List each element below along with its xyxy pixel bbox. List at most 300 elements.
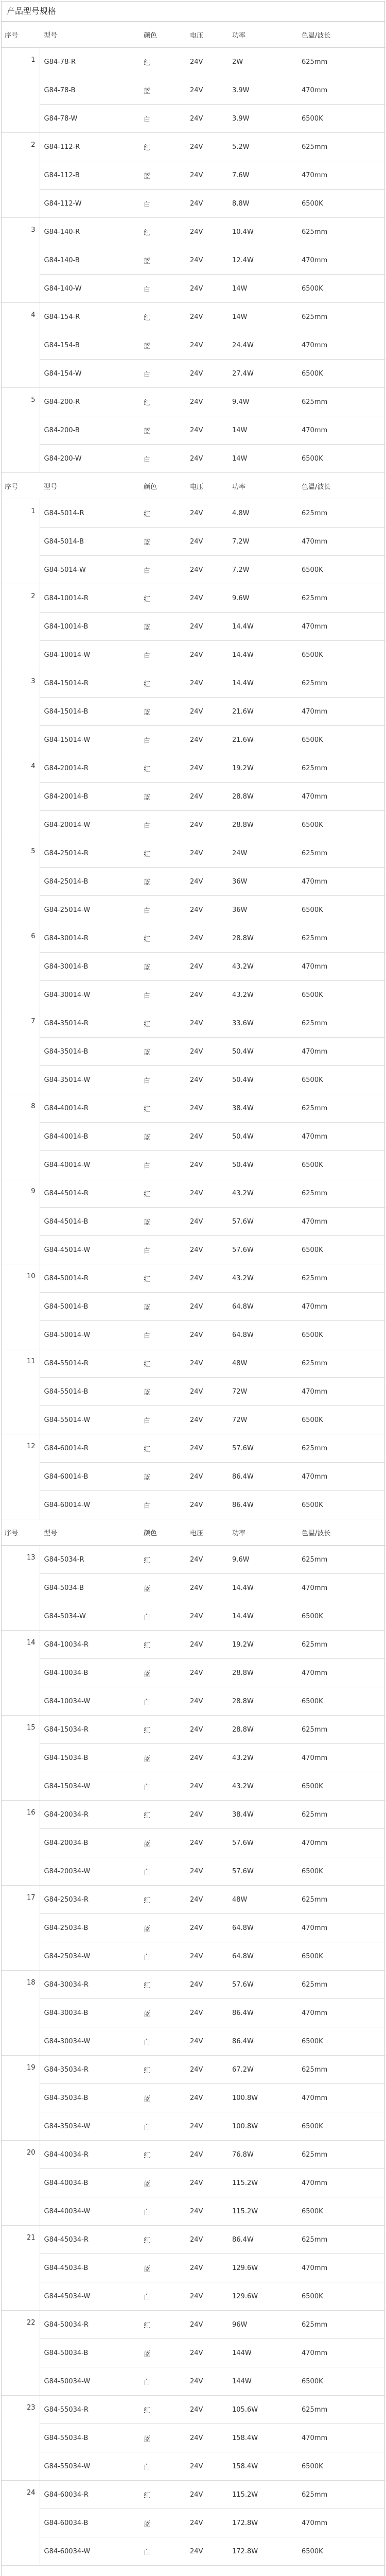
wavelength-cell: 6500K [297, 2367, 385, 2396]
power-cell: 43.2W [228, 1264, 297, 1293]
table-row [2, 2481, 385, 2509]
voltage-cell: 24V [186, 1151, 228, 1179]
table-row [2, 641, 385, 669]
color-cell: 白 [139, 105, 186, 133]
color-cell: 白 [139, 1066, 186, 1094]
model-cell: G84-35014-B [40, 1038, 139, 1066]
voltage-cell: 24V [186, 1321, 228, 1349]
color-cell: 红 [139, 924, 186, 953]
wavelength-cell: 6500K [297, 726, 385, 754]
index-cell: 16 [2, 1801, 40, 1886]
model-cell: G84-50014-R [40, 1264, 139, 1293]
model-cell: G84-30014-B [40, 953, 139, 981]
model-cell: G84-45034-B [40, 2254, 139, 2282]
voltage-cell: 24V [186, 669, 228, 698]
table-row [2, 1744, 385, 1772]
header-power: 功率 [228, 1519, 297, 1546]
color-cell: 白 [139, 1151, 186, 1179]
index-cell: 23 [2, 2396, 40, 2481]
color-cell: 红 [139, 48, 186, 76]
wavelength-cell: 625mm [297, 1009, 385, 1038]
wavelength-cell: 470mm [297, 1378, 385, 1406]
table-row [2, 1434, 385, 1463]
table-row [2, 2197, 385, 2226]
table-row [2, 246, 385, 275]
model-cell: G84-20014-W [40, 811, 139, 839]
model-cell: G84-35034-R [40, 2056, 139, 2084]
power-cell: 57.6W [228, 1208, 297, 1236]
color-cell: 蓝 [139, 613, 186, 641]
power-cell: 158.4W [228, 2452, 297, 2481]
model-cell: G84-50034-W [40, 2367, 139, 2396]
index-cell: 5 [2, 839, 40, 924]
color-cell: 蓝 [139, 2509, 186, 2537]
color-cell: 白 [139, 981, 186, 1009]
power-cell: 14.4W [228, 1602, 297, 1631]
table-row [2, 1716, 385, 1744]
model-cell: G84-15014-W [40, 726, 139, 754]
table-row [2, 1293, 385, 1321]
table-row [2, 1574, 385, 1602]
voltage-cell: 24V [186, 48, 228, 76]
index-cell: 19 [2, 2056, 40, 2141]
color-cell: 白 [139, 190, 186, 218]
table-row [2, 896, 385, 924]
table-row [2, 839, 385, 868]
table-row [2, 1687, 385, 1716]
table-row [2, 218, 385, 246]
voltage-cell: 24V [186, 2537, 228, 2566]
model-cell: G84-60014-W [40, 1491, 139, 1519]
table-row [2, 303, 385, 331]
power-cell: 28.8W [228, 1659, 297, 1687]
voltage-cell: 24V [186, 584, 228, 613]
table-row [2, 1999, 385, 2027]
index-cell: 12 [2, 1434, 40, 1519]
color-cell: 白 [139, 2027, 186, 2056]
model-cell: G84-25014-R [40, 839, 139, 868]
header-wavelength: 色温/波长 [297, 473, 385, 499]
power-cell: 57.6W [228, 1236, 297, 1264]
model-cell: G84-10014-W [40, 641, 139, 669]
color-cell: 蓝 [139, 2084, 186, 2112]
voltage-cell: 24V [186, 868, 228, 896]
power-cell: 72W [228, 1406, 297, 1434]
wavelength-cell: 625mm [297, 2226, 385, 2254]
voltage-cell: 24V [186, 1914, 228, 1942]
color-cell: 红 [139, 1264, 186, 1293]
wavelength-cell: 625mm [297, 1349, 385, 1378]
voltage-cell: 24V [186, 1236, 228, 1264]
table-row [2, 48, 385, 76]
power-cell: 33.6W [228, 1009, 297, 1038]
color-cell: 红 [139, 1801, 186, 1829]
index-cell: 1 [2, 48, 40, 133]
wavelength-cell: 470mm [297, 1914, 385, 1942]
table-row [2, 1602, 385, 1631]
wavelength-cell: 470mm [297, 246, 385, 275]
model-cell: G84-40014-B [40, 1123, 139, 1151]
voltage-cell: 24V [186, 754, 228, 783]
index-cell: 8 [2, 1094, 40, 1179]
voltage-cell: 24V [186, 1687, 228, 1716]
table-row [2, 2311, 385, 2339]
voltage-cell: 24V [186, 1772, 228, 1801]
model-cell: G84-55014-W [40, 1406, 139, 1434]
color-cell: 红 [139, 218, 186, 246]
wavelength-cell: 6500K [297, 1772, 385, 1801]
wavelength-cell: 625mm [297, 1716, 385, 1744]
model-cell: G84-40034-W [40, 2197, 139, 2226]
wavelength-cell: 6500K [297, 2027, 385, 2056]
wavelength-cell: 625mm [297, 218, 385, 246]
voltage-cell: 24V [186, 2084, 228, 2112]
table-row [2, 754, 385, 783]
wavelength-cell: 625mm [297, 1546, 385, 1574]
table-row [2, 1264, 385, 1293]
power-cell: 57.6W [228, 1829, 297, 1857]
power-cell: 14W [228, 445, 297, 473]
voltage-cell: 24V [186, 2169, 228, 2197]
model-cell: G84-30034-B [40, 1999, 139, 2027]
power-cell: 57.6W [228, 1434, 297, 1463]
index-cell: 9 [2, 1179, 40, 1264]
wavelength-cell: 6500K [297, 360, 385, 388]
wavelength-cell: 625mm [297, 303, 385, 331]
voltage-cell: 24V [186, 76, 228, 105]
index-cell: 2 [2, 584, 40, 669]
power-cell: 8.8W [228, 190, 297, 218]
model-cell: G84-20034-W [40, 1857, 139, 1886]
power-cell: 3.9W [228, 105, 297, 133]
color-cell: 白 [139, 1687, 186, 1716]
wavelength-cell: 625mm [297, 584, 385, 613]
power-cell: 24.4W [228, 331, 297, 360]
voltage-cell: 24V [186, 2311, 228, 2339]
table-row [2, 2112, 385, 2141]
table-row [2, 1038, 385, 1066]
header-power: 功率 [228, 473, 297, 499]
color-cell: 白 [139, 2112, 186, 2141]
power-cell: 67.2W [228, 2056, 297, 2084]
voltage-cell: 24V [186, 2112, 228, 2141]
wavelength-cell: 470mm [297, 331, 385, 360]
model-cell: G84-10034-W [40, 1687, 139, 1716]
wavelength-cell: 6500K [297, 190, 385, 218]
index-cell: 21 [2, 2226, 40, 2311]
wavelength-cell: 625mm [297, 1179, 385, 1208]
color-cell: 蓝 [139, 1999, 186, 2027]
model-cell: G84-15034-W [40, 1772, 139, 1801]
table-row [2, 1123, 385, 1151]
power-cell: 43.2W [228, 1179, 297, 1208]
table-row [2, 1236, 385, 1264]
power-cell: 144W [228, 2367, 297, 2396]
color-cell: 白 [139, 556, 186, 584]
voltage-cell: 24V [186, 1463, 228, 1491]
voltage-cell: 24V [186, 2027, 228, 2056]
model-cell: G84-140-B [40, 246, 139, 275]
header-wavelength: 色温/波长 [297, 1519, 385, 1546]
power-cell: 28.8W [228, 811, 297, 839]
voltage-cell: 24V [186, 1491, 228, 1519]
wavelength-cell: 625mm [297, 1094, 385, 1123]
wavelength-cell: 6500K [297, 811, 385, 839]
power-cell: 4.8W [228, 499, 297, 528]
power-cell: 86.4W [228, 1491, 297, 1519]
color-cell: 红 [139, 2481, 186, 2509]
table-row [2, 868, 385, 896]
power-cell: 50.4W [228, 1123, 297, 1151]
table-row [2, 1857, 385, 1886]
spec-table-body [2, 22, 385, 2566]
table-row [2, 528, 385, 556]
power-cell: 36W [228, 896, 297, 924]
index-cell: 18 [2, 1971, 40, 2056]
power-cell: 96W [228, 2311, 297, 2339]
voltage-cell: 24V [186, 2254, 228, 2282]
model-cell: G84-10014-R [40, 584, 139, 613]
wavelength-cell: 625mm [297, 669, 385, 698]
color-cell: 蓝 [139, 528, 186, 556]
color-cell: 白 [139, 2197, 186, 2226]
wavelength-cell: 6500K [297, 1602, 385, 1631]
color-cell: 红 [139, 669, 186, 698]
color-cell: 蓝 [139, 1293, 186, 1321]
color-cell: 蓝 [139, 1829, 186, 1857]
table-row [2, 1914, 385, 1942]
model-cell: G84-5034-R [40, 1546, 139, 1574]
wavelength-cell: 470mm [297, 2254, 385, 2282]
voltage-cell: 24V [186, 2481, 228, 2509]
wavelength-cell: 6500K [297, 1406, 385, 1434]
wavelength-cell: 470mm [297, 161, 385, 190]
voltage-cell: 24V [186, 2141, 228, 2169]
wavelength-cell: 470mm [297, 528, 385, 556]
voltage-cell: 24V [186, 783, 228, 811]
color-cell: 白 [139, 811, 186, 839]
model-cell: G84-5034-B [40, 1574, 139, 1602]
wavelength-cell: 470mm [297, 2424, 385, 2452]
voltage-cell: 24V [186, 1886, 228, 1914]
table-row [2, 613, 385, 641]
wavelength-cell: 6500K [297, 1491, 385, 1519]
power-cell: 9.4W [228, 388, 297, 416]
model-cell: G84-55034-R [40, 2396, 139, 2424]
power-cell: 115.2W [228, 2481, 297, 2509]
voltage-cell: 24V [186, 1999, 228, 2027]
power-cell: 3.9W [228, 76, 297, 105]
table-row [2, 924, 385, 953]
model-cell: G84-25014-W [40, 896, 139, 924]
table-row [2, 2254, 385, 2282]
table-row [2, 1208, 385, 1236]
voltage-cell: 24V [186, 1264, 228, 1293]
wavelength-cell: 625mm [297, 1971, 385, 1999]
model-cell: G84-20014-B [40, 783, 139, 811]
table-row [2, 1772, 385, 1801]
model-cell: G84-55014-B [40, 1378, 139, 1406]
model-cell: G84-40014-R [40, 1094, 139, 1123]
model-cell: G84-30034-W [40, 2027, 139, 2056]
voltage-cell: 24V [186, 953, 228, 981]
color-cell: 蓝 [139, 2169, 186, 2197]
wavelength-cell: 470mm [297, 613, 385, 641]
table-row [2, 1659, 385, 1687]
power-cell: 100.8W [228, 2112, 297, 2141]
power-cell: 144W [228, 2339, 297, 2367]
wavelength-cell: 625mm [297, 48, 385, 76]
power-cell: 14.4W [228, 669, 297, 698]
model-cell: G84-45034-W [40, 2282, 139, 2311]
table-row [2, 105, 385, 133]
wavelength-cell: 470mm [297, 1744, 385, 1772]
table-row [2, 726, 385, 754]
color-cell: 白 [139, 1406, 186, 1434]
header-color: 颜色 [139, 1519, 186, 1546]
color-cell: 蓝 [139, 1038, 186, 1066]
voltage-cell: 24V [186, 924, 228, 953]
voltage-cell: 24V [186, 1659, 228, 1687]
model-cell: G84-78-R [40, 48, 139, 76]
table-row [2, 1942, 385, 1971]
power-cell: 50.4W [228, 1066, 297, 1094]
spec-table [2, 22, 385, 2566]
power-cell: 72W [228, 1378, 297, 1406]
power-cell: 86.4W [228, 2226, 297, 2254]
header-model: 型号 [40, 1519, 139, 1546]
color-cell: 白 [139, 1942, 186, 1971]
wavelength-cell: 470mm [297, 1574, 385, 1602]
header-no: 序号 [2, 1519, 40, 1546]
table-header-row [2, 473, 385, 499]
color-cell: 蓝 [139, 1378, 186, 1406]
table-row [2, 1801, 385, 1829]
power-cell: 129.6W [228, 2254, 297, 2282]
table-row [2, 1094, 385, 1123]
model-cell: G84-30034-R [40, 1971, 139, 1999]
color-cell: 蓝 [139, 1463, 186, 1491]
power-cell: 64.8W [228, 1942, 297, 1971]
wavelength-cell: 625mm [297, 924, 385, 953]
model-cell: G84-154-W [40, 360, 139, 388]
voltage-cell: 24V [186, 2452, 228, 2481]
table-row [2, 2056, 385, 2084]
voltage-cell: 24V [186, 388, 228, 416]
index-cell: 10 [2, 1264, 40, 1349]
table-row [2, 416, 385, 445]
color-cell: 白 [139, 2367, 186, 2396]
model-cell: G84-20014-R [40, 754, 139, 783]
voltage-cell: 24V [186, 161, 228, 190]
voltage-cell: 24V [186, 1942, 228, 1971]
color-cell: 红 [139, 1716, 186, 1744]
model-cell: G84-40034-B [40, 2169, 139, 2197]
color-cell: 红 [139, 388, 186, 416]
power-cell: 38.4W [228, 1801, 297, 1829]
table-row [2, 1009, 385, 1038]
voltage-cell: 24V [186, 1378, 228, 1406]
voltage-cell: 24V [186, 246, 228, 275]
index-cell: 13 [2, 1546, 40, 1631]
wavelength-cell: 470mm [297, 2509, 385, 2537]
power-cell: 12.4W [228, 246, 297, 275]
spec-page [1, 1, 385, 2576]
color-cell: 蓝 [139, 953, 186, 981]
wavelength-cell: 625mm [297, 2396, 385, 2424]
color-cell: 蓝 [139, 1914, 186, 1942]
model-cell: G84-55014-R [40, 1349, 139, 1378]
header-no: 序号 [2, 22, 40, 48]
color-cell: 白 [139, 2282, 186, 2311]
table-row [2, 499, 385, 528]
power-cell: 43.2W [228, 981, 297, 1009]
voltage-cell: 24V [186, 698, 228, 726]
model-cell: G84-112-B [40, 161, 139, 190]
voltage-cell: 24V [186, 2339, 228, 2367]
table-header-row [2, 1519, 385, 1546]
color-cell: 白 [139, 445, 186, 473]
model-cell: G84-35034-W [40, 2112, 139, 2141]
color-cell: 白 [139, 641, 186, 669]
wavelength-cell: 6500K [297, 2452, 385, 2481]
model-cell: G84-50034-B [40, 2339, 139, 2367]
wavelength-cell: 6500K [297, 641, 385, 669]
model-cell: G84-10034-B [40, 1659, 139, 1687]
power-cell: 38.4W [228, 1094, 297, 1123]
model-cell: G84-25014-B [40, 868, 139, 896]
model-cell: G84-140-W [40, 275, 139, 303]
color-cell: 蓝 [139, 2254, 186, 2282]
index-cell: 22 [2, 2311, 40, 2396]
header-voltage: 电压 [186, 22, 228, 48]
color-cell: 红 [139, 839, 186, 868]
model-cell: G84-154-R [40, 303, 139, 331]
voltage-cell: 24V [186, 1179, 228, 1208]
voltage-cell: 24V [186, 1406, 228, 1434]
model-cell: G84-40034-R [40, 2141, 139, 2169]
voltage-cell: 24V [186, 1094, 228, 1123]
color-cell: 蓝 [139, 416, 186, 445]
color-cell: 蓝 [139, 2339, 186, 2367]
header-no: 序号 [2, 473, 40, 499]
power-cell: 28.8W [228, 1687, 297, 1716]
power-cell: 57.6W [228, 1971, 297, 1999]
power-cell: 28.8W [228, 924, 297, 953]
color-cell: 白 [139, 1857, 186, 1886]
table-row [2, 1491, 385, 1519]
wavelength-cell: 6500K [297, 1942, 385, 1971]
power-cell: 19.2W [228, 1631, 297, 1659]
color-cell: 红 [139, 499, 186, 528]
color-cell: 蓝 [139, 331, 186, 360]
model-cell: G84-35034-B [40, 2084, 139, 2112]
model-cell: G84-15014-B [40, 698, 139, 726]
wavelength-cell: 625mm [297, 2056, 385, 2084]
voltage-cell: 24V [186, 275, 228, 303]
header-wavelength: 色温/波长 [297, 22, 385, 48]
table-row [2, 783, 385, 811]
voltage-cell: 24V [186, 1123, 228, 1151]
model-cell: G84-55034-B [40, 2424, 139, 2452]
wavelength-cell: 6500K [297, 1066, 385, 1094]
wavelength-cell: 625mm [297, 388, 385, 416]
power-cell: 21.6W [228, 698, 297, 726]
power-cell: 7.2W [228, 528, 297, 556]
power-cell: 36W [228, 868, 297, 896]
voltage-cell: 24V [186, 726, 228, 754]
wavelength-cell: 470mm [297, 1999, 385, 2027]
